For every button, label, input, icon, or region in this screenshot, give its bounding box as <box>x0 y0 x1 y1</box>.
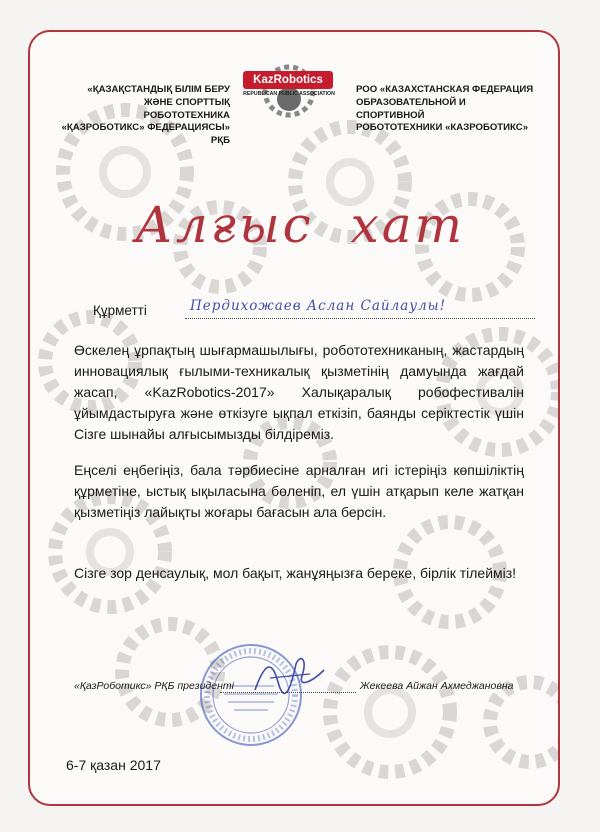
header-left-org <box>60 84 230 148</box>
body-paragraph: Өскелең ұрпақтың шығармашылығы, робототехниканың, жастардың инновациялық ғылыми-техникалық қызметінің дамуында жағдай жасап, «KazRobotics-2017» Халықаралық робофестивалін ұйымдастыруға және өткізуге ықпал еткізіп, баянды серіктестік үшін Сізге шынайы алғысымызды білдіреміз. <box>74 342 524 442</box>
header-left-line: «ҚАЗРОБОТИКС» ФЕДЕРАЦИЯСЫ» РҚБ <box>61 122 230 147</box>
handwritten-signature <box>250 652 330 697</box>
header-left-line: «ҚАЗАҚСТАНДЫҚ БІЛІМ БЕРУ <box>87 84 230 95</box>
signature-line <box>220 692 356 693</box>
header-right-line: РОО «КАЗАХСТАНСКАЯ ФЕДЕРАЦИЯ <box>356 84 534 95</box>
body-paragraph: Сізге зор денсаулық, мол бақыт, жанұяңызға береке, бірлік тілейміз! <box>74 565 517 581</box>
logo-subtitle: REPUBLICAN PUBLIC ASSOCIATION <box>243 91 335 97</box>
header-right-org <box>356 84 536 135</box>
recipient-underline <box>185 318 535 319</box>
header-left-line: ЖӘНЕ СПОРТТЫҚ РОБОТОТЕХНИКА <box>143 96 230 121</box>
header-right-line: ОБРАЗОВАТЕЛЬНОЙ И СПОРТИВНОЙ <box>356 96 466 121</box>
recipient-name: Пердихожаев Аслан Сайлаулы! <box>190 298 447 314</box>
logo-text: KazRobotics <box>243 71 333 89</box>
body-paragraph: Еңселі еңбегіңіз, бала тәрбиесіне арналған игі істеріңіз көпшіліктің құрметіне, ыстық ықыласына бөленіп, ел үшін атқарып келе жатқан қызметіңіз лайықты жоғары бағасын ала берсін. <box>74 462 524 520</box>
signatory-name: Жекеева Айжан Ахмеджановна <box>360 680 514 692</box>
salutation: Құрметті <box>93 303 147 318</box>
kazrobotics-logo <box>233 63 345 121</box>
certificate-title: Алғыс хат <box>134 196 465 254</box>
header-right-line: РОБОТОТЕХНИКИ «КАЗРОБОТИКС» <box>356 122 529 134</box>
certificate-date: 6-7 қазан 2017 <box>66 757 161 773</box>
signatory-title: «ҚазРоботикс» РҚБ президенті <box>74 680 234 692</box>
